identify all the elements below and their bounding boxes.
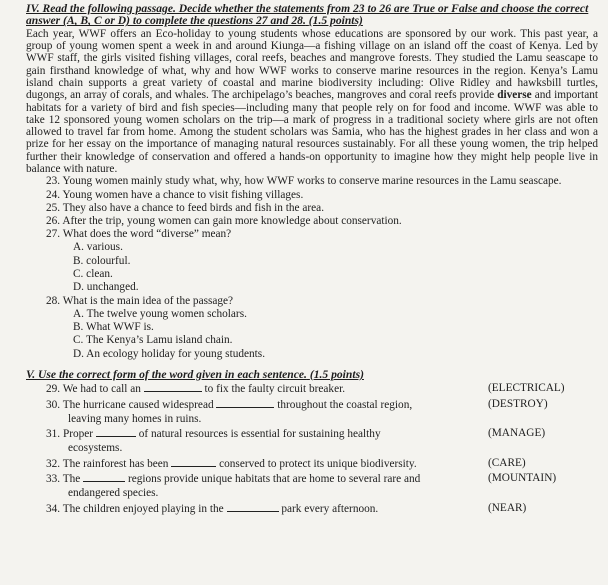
item-30-continuation: leaving many homes in ruins. — [68, 412, 202, 425]
statement-23: 23. Young women mainly study what, why, how WWF works to conserve marine resources in the Lamu seascape. — [46, 175, 562, 188]
question-28: 28. What is the main idea of the passage? — [46, 294, 234, 307]
item-30-blank[interactable] — [216, 397, 274, 408]
statement-26: 26. After the trip, young women can gain more knowledge about conservation. — [46, 214, 402, 227]
question-27: 27. What does the word “diverse” mean? — [46, 228, 232, 241]
word-form-item-32 — [26, 456, 598, 472]
q27-option-b: B. colourful. — [73, 254, 131, 267]
item-29-post: to fix the faulty circuit breaker. — [201, 383, 346, 396]
item-32-post: conserved to protect its unique biodiversity. — [216, 457, 417, 470]
passage-part-1: Each year, WWF offers an Eco-holiday to young students whose educations are sponsored by our work. This past year, a group of young women spent a week in and around Kiunga—a fishing village on an island off the coast of Kenya. Led by WWF staff, the girls visited fishing villages, coral reefs, beaches and mangrove forests. They studied the Lamu seascape to gain firsthand knowledge of what, why and how WWF works to conserve marine resources in the region. Kenya’s Lamu island chain supports a great variety of coastal and marine biodiversity including: Olive Ridley and hawksbill turtles, dugongs, an array of corals, and whales. The archipelago’s beaches, mangroves and coral reefs provide — [26, 27, 598, 102]
item-29-cue: (ELECTRICAL) — [488, 382, 565, 395]
q27-option-d: D. unchanged. — [73, 281, 139, 294]
passage-bold-word: diverse — [497, 89, 532, 102]
q28-option-b: B. What WWF is. — [73, 321, 154, 334]
section-4-heading — [26, 3, 598, 28]
item-30-cue: (DESTROY) — [488, 397, 548, 410]
word-form-item-34 — [26, 501, 598, 517]
item-33-blank[interactable] — [83, 471, 125, 482]
passage-part-2: and important habitats for a variety of bird and fish species—including many that people rely on for food and income. WWF was able to take 12 sponsored young women scholars on the trip—a mark of progress in a traditional society where girls are not often allowed to travel far from home. Among the student scholars was Samia, who has the highest grades in her class and won a prize for her essay on the importance of managing natural resources sustainably. For all these young women, the trip helped further their knowledge of conservation and offered a hands-on opportunity to imagine how they might help people live in balance with nature. — [26, 89, 598, 176]
statement-24: 24. Young women have a chance to visit fishing villages. — [46, 188, 304, 201]
item-31-continuation: ecosystems. — [68, 441, 123, 454]
item-34-pre: 34. The children enjoyed playing in the — [46, 502, 227, 515]
item-30-pre: 30. The hurricane caused widespread — [46, 398, 217, 411]
q28-option-c: C. The Kenya’s Lamu island chain. — [73, 334, 233, 347]
item-32-blank[interactable] — [171, 456, 216, 467]
section-5-points: (1.5 points) — [309, 367, 364, 381]
section-4-points: (1.5 points) — [308, 14, 363, 28]
q27-option-c: C. clean. — [73, 267, 113, 280]
item-30-post: throughout the coastal region, — [274, 398, 413, 411]
q28-option-d: D. An ecology holiday for young students. — [73, 347, 266, 360]
statement-25: 25. They also have a chance to feed birds and fish in the area. — [46, 201, 325, 214]
word-form-item-31 — [26, 426, 598, 442]
q28-option-a: A. The twelve young women scholars. — [73, 307, 247, 320]
word-form-item-33 — [26, 471, 598, 487]
item-29-blank[interactable] — [144, 381, 202, 392]
item-33-continuation: endangered species. — [68, 486, 159, 499]
section-5-title: V. Use the correct form of the word given in each sentence. — [26, 367, 307, 381]
word-form-item-30 — [26, 397, 598, 413]
item-32-cue: (CARE) — [488, 456, 526, 469]
item-33-cue: (MOUNTAIN) — [488, 472, 557, 485]
reading-passage — [26, 28, 598, 176]
item-31-post: of natural resources is essential for sustaining healthy — [135, 428, 381, 441]
item-33-post: regions provide unique habitats that are home to several rare and — [125, 473, 421, 486]
item-31-pre: 31. Proper — [46, 428, 96, 441]
item-34-blank[interactable] — [227, 501, 279, 512]
section-5-heading — [26, 369, 598, 381]
item-31-cue: (MANAGE) — [488, 427, 546, 440]
q27-option-a: A. various. — [73, 241, 123, 254]
item-31-blank[interactable] — [96, 426, 136, 437]
word-form-item-29 — [26, 381, 598, 397]
item-33-pre: 33. The — [46, 473, 84, 486]
item-32-pre: 32. The rainforest has been — [46, 457, 172, 470]
section-4-title: IV. Read the following passage. Decide whether the statements from 23 to 26 are True or False and choose the correct answer (A, B, C or D) to complete the questions 27 and 28. — [26, 2, 589, 28]
item-34-post: park every afternoon. — [278, 502, 379, 515]
item-34-cue: (NEAR) — [488, 501, 527, 514]
item-29-pre: 29. We had to call an — [46, 383, 144, 396]
